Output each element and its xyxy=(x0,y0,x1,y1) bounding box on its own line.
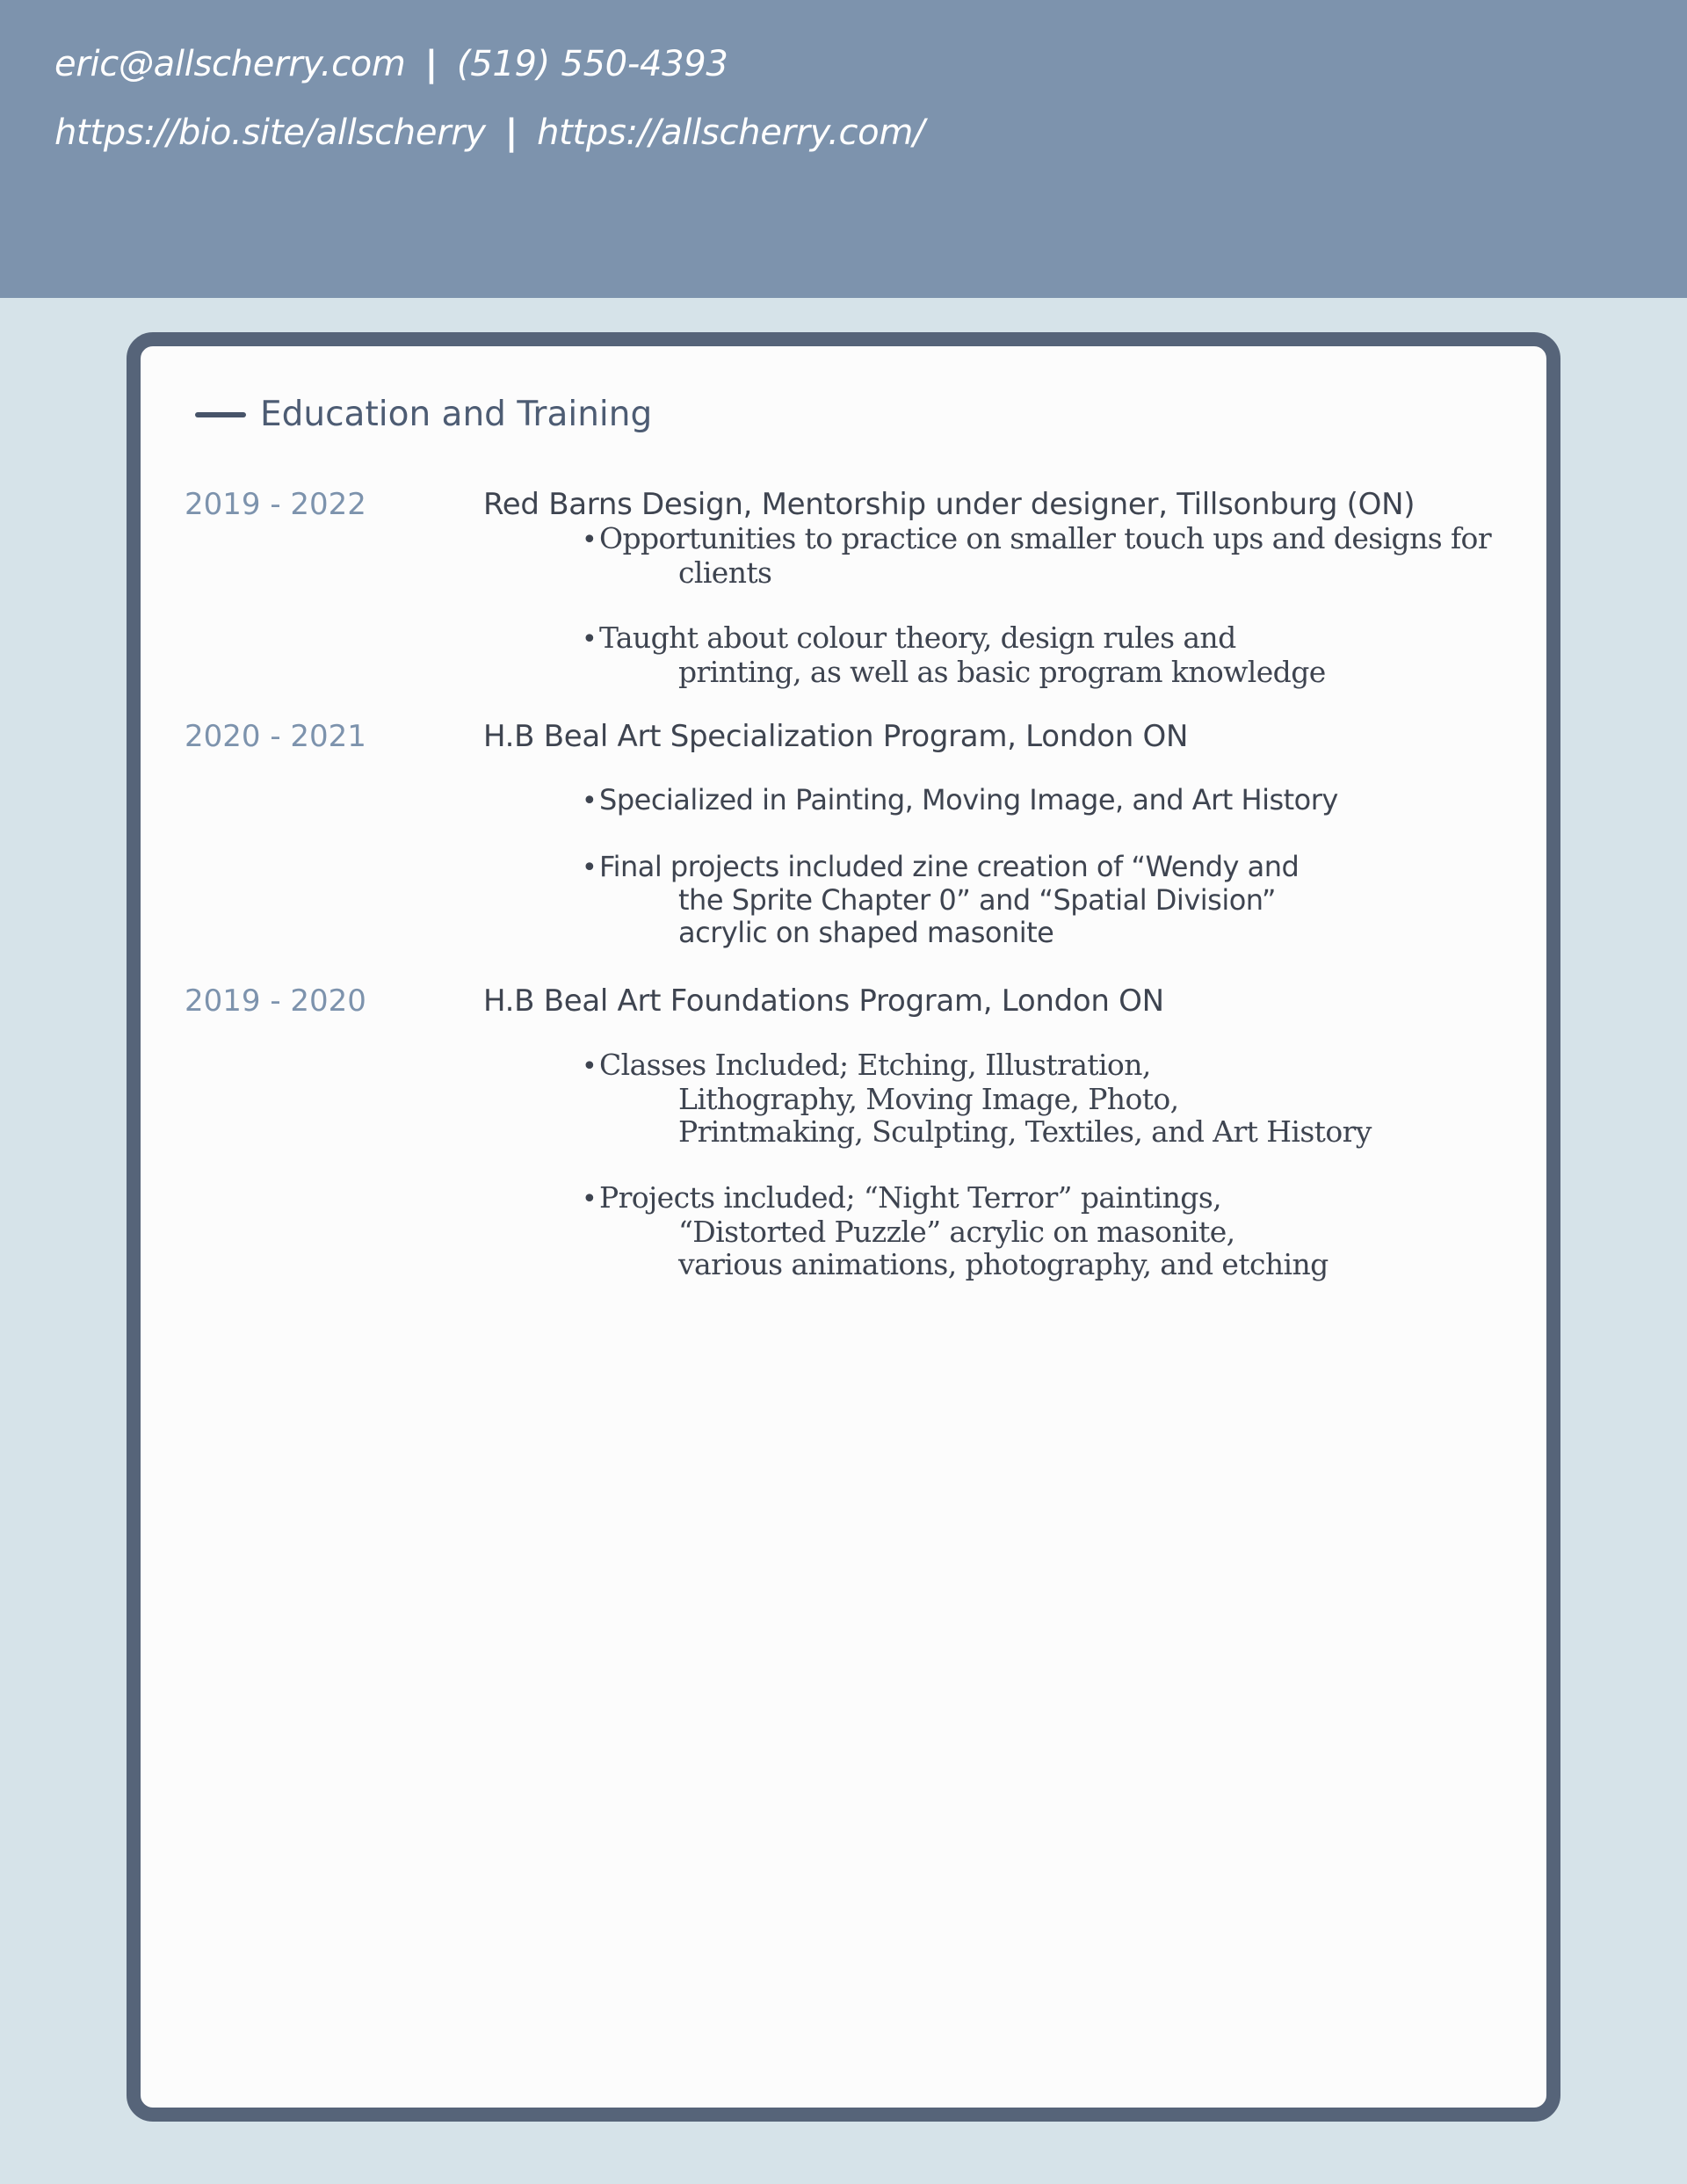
entry-title: H.B Beal Art Foundations Program, London ON xyxy=(483,983,1164,1019)
bullet-text: Opportunities to practice on smaller touch ups and designs for xyxy=(599,521,1491,555)
bullet-text-continued: acrylic on shaped masonite xyxy=(678,916,1054,949)
entry-bullet xyxy=(582,1181,1329,1281)
bullet-text: Specialized in Painting, Moving Image, and Art History xyxy=(599,783,1338,816)
entry-date: 2019 - 2022 xyxy=(185,487,366,522)
section-header xyxy=(195,395,652,434)
entry-date: 2020 - 2021 xyxy=(185,719,366,754)
separator: | xyxy=(424,44,438,84)
entry-title: Red Barns Design, Mentorship under designer, Tillsonburg (ON) xyxy=(483,487,1415,522)
bullet-text-continued: Lithography, Moving Image, Photo, xyxy=(678,1082,1179,1116)
bullet-dot: • xyxy=(582,624,597,655)
bullet-text-continued: various animations, photography, and etching xyxy=(678,1247,1329,1281)
bullet-text-continued: “Distorted Puzzle” acrylic on masonite, xyxy=(678,1215,1235,1249)
section-title: Education and Training xyxy=(260,395,653,434)
bullet-text: Classes Included; Etching, Illustration, xyxy=(599,1048,1151,1082)
bullet-text-continued: the Sprite Chapter 0” and “Spatial Division” xyxy=(678,883,1276,917)
contact-line-links xyxy=(54,112,924,153)
entry-bullet xyxy=(582,1048,1372,1148)
phone-number[interactable]: (519) 550-4393 xyxy=(456,44,728,84)
bio-link[interactable]: https://bio.site/allscherry xyxy=(54,112,486,153)
bullet-dot: • xyxy=(582,786,597,816)
entry-title: H.B Beal Art Specialization Program, London ON xyxy=(483,719,1189,754)
bullet-dot: • xyxy=(582,1051,597,1082)
bullet-text: Final projects included zine creation of “Wendy and xyxy=(599,850,1300,883)
bullet-text: Projects included; “Night Terror” paintings, xyxy=(599,1180,1222,1215)
bullet-text-continued: clients xyxy=(678,555,772,590)
email-link[interactable]: eric@allscherry.com xyxy=(54,44,406,84)
contact-line-primary xyxy=(54,44,728,84)
bullet-text: Taught about colour theory, design rules and xyxy=(599,620,1236,655)
separator: | xyxy=(504,112,518,153)
entry-date: 2019 - 2020 xyxy=(185,983,366,1019)
entry-bullet xyxy=(582,621,1326,688)
bullet-text-continued: Printmaking, Sculpting, Textiles, and Art History xyxy=(678,1114,1372,1149)
entry-bullet xyxy=(582,784,1338,817)
bullet-dot: • xyxy=(582,1184,597,1215)
bullet-dot: • xyxy=(582,853,597,883)
heading-rule xyxy=(195,412,246,417)
contact-header xyxy=(0,0,1687,298)
entry-bullet xyxy=(582,851,1299,949)
bullet-text-continued: printing, as well as basic program knowledge xyxy=(678,655,1326,689)
bullet-dot: • xyxy=(582,525,597,555)
entry-bullet xyxy=(582,522,1491,589)
website-link[interactable]: https://allscherry.com/ xyxy=(537,112,925,153)
resume-card xyxy=(127,332,1560,2122)
